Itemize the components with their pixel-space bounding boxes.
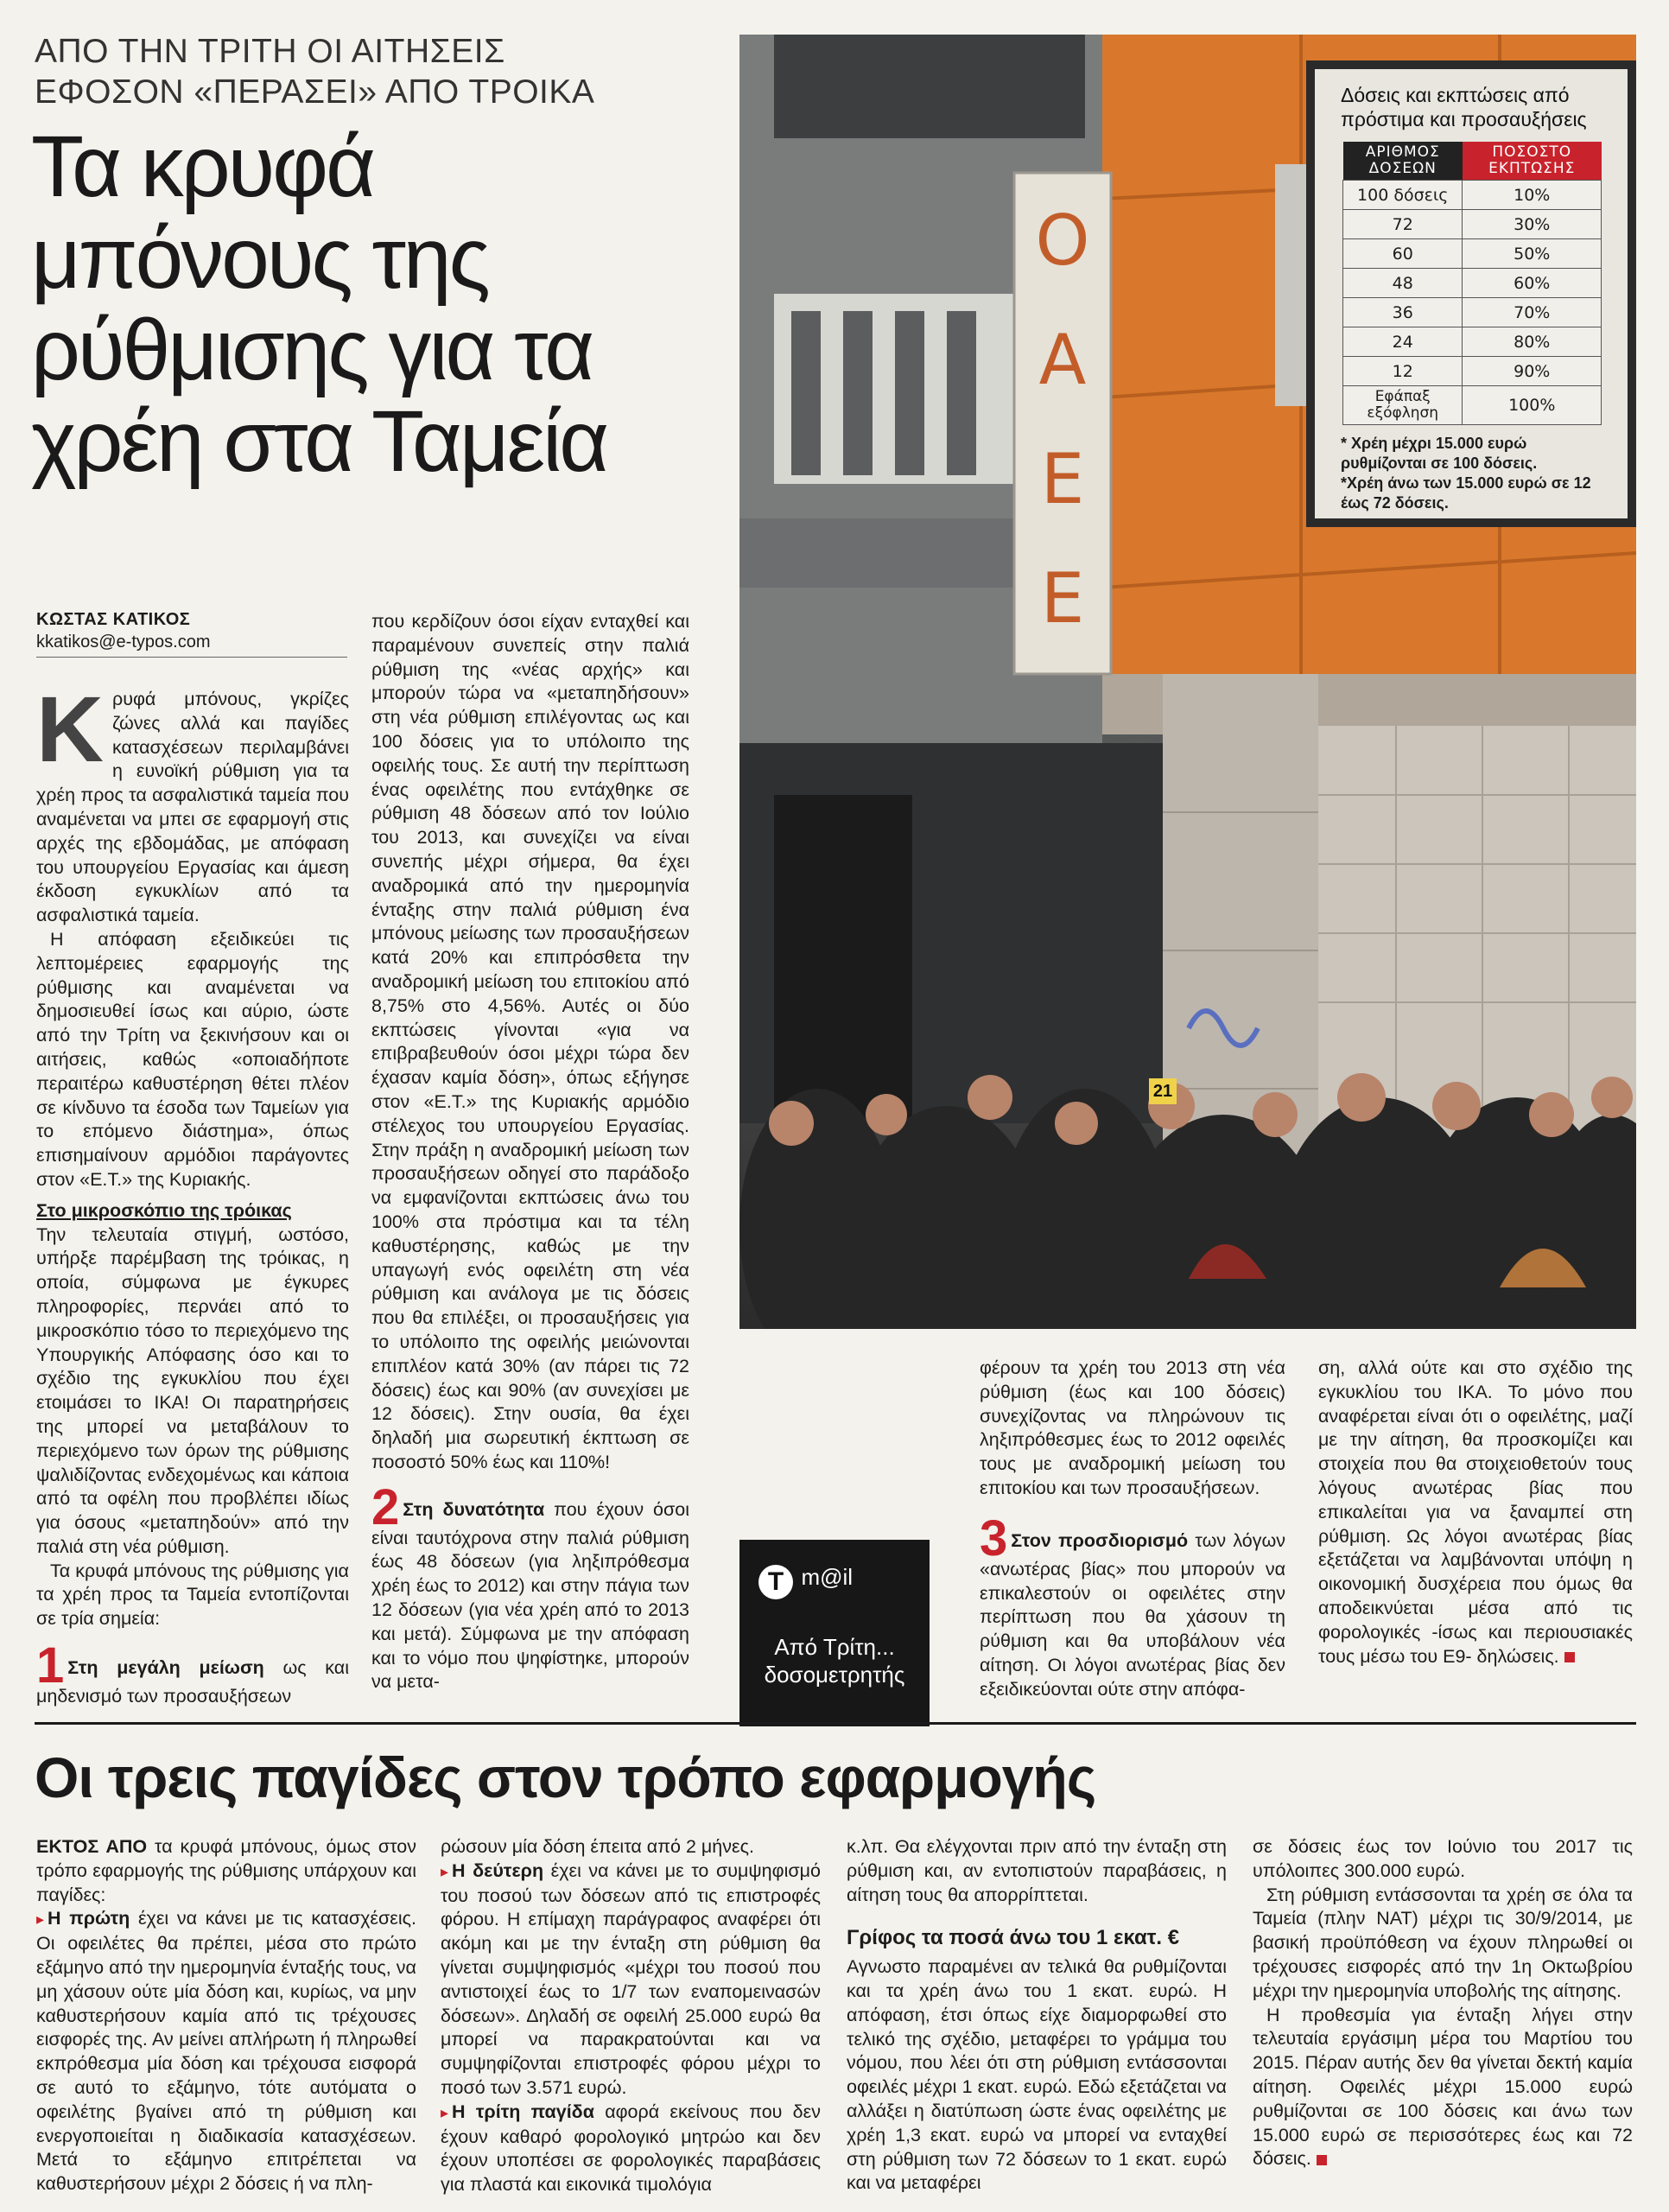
point-3-text: των λόγων «ανωτέρας βίας» που μπορούν να επικαλεστούν οι οφειλέτες στην περίπτωση που θα χάσουν τη ρύθμιση και θα υποβάλουν νέα αίτηση. Οι λόγοι ανωτέρας βίας δεν εξειδικεύονται ούτε στην απόφα- (980, 1529, 1285, 1700)
table-row (1343, 239, 1602, 269)
discount-cell: 60% (1463, 269, 1602, 298)
article-column-2 (371, 610, 689, 1694)
table-row (1343, 357, 1602, 386)
riddle-subhead: Γρίφος τα ποσά άνω του 1 εκατ. € (847, 1926, 1180, 1950)
oaee-sign (1014, 181, 1111, 658)
point-number-2: 2 (371, 1478, 400, 1535)
article-column-4 (1318, 1357, 1633, 1669)
discount-cell: 100% (1463, 386, 1602, 425)
installments-cell: 36 (1343, 298, 1463, 327)
t-logo-icon: T (758, 1565, 793, 1599)
section2-column-2 (441, 1835, 821, 2197)
byline-divider (36, 657, 347, 658)
table-row (1343, 181, 1602, 210)
point-number-3: 3 (980, 1510, 1008, 1567)
panel-note-1: * Χρέη μέχρι 15.000 ευρώ ρυθμίζονται σε 100 δόσεις. (1341, 435, 1538, 472)
table-row (1343, 269, 1602, 298)
table-row (1343, 210, 1602, 239)
arrow-icon: ▸ (441, 1862, 449, 1880)
installments-cell: 48 (1343, 269, 1463, 298)
installments-table (1342, 142, 1602, 425)
headline-line-1: Τα κρυφά (31, 118, 373, 215)
point-3 (980, 1510, 1285, 1702)
s2c1-intro (36, 1835, 416, 1907)
sign-letter-3: Ε (1040, 439, 1085, 519)
panel-note-2: *Χρέη άνω των 15.000 ευρώ σε 12 έως 72 δόσεις. (1341, 474, 1591, 512)
s2c3-paragraph-1: κ.λπ. Θα ελέγχονται πριν από την ένταξη στη ρύθμιση και, αν εντοπιστούν παραβάσεις, η αίτηση τους θα απορρίπτεται. (847, 1836, 1227, 1905)
section2-column-1 (36, 1835, 416, 2196)
table-row (1343, 386, 1602, 425)
kicker-line-2: ΕΦΟΣΟΝ «ΠΕΡΑΣΕΙ» ΑΠΟ ΤΡΟΙΚΑ (35, 73, 595, 111)
point-3-lead: Στον προσδιορισμό (1011, 1529, 1189, 1551)
panel-notes (1315, 425, 1628, 513)
author-email[interactable]: kkatikos@e-typos.com (36, 632, 211, 652)
installments-cell: 72 (1343, 210, 1463, 239)
discount-cell: 30% (1463, 210, 1602, 239)
table-row (1343, 327, 1602, 357)
mail-promo-box[interactable] (739, 1540, 930, 1726)
s2c4-paragraph-1: σε δόσεις έως τον Ιούνιο του 2017 τις υπόλοιπες 300.000 ευρώ. (1253, 1836, 1633, 1881)
section-divider (35, 1722, 1636, 1725)
s2c4-paragraph-3-wrap (1253, 2004, 1633, 2172)
point-1 (36, 1637, 349, 1709)
arrow-icon: ▸ (441, 2103, 449, 2121)
installments-cell: 24 (1343, 327, 1463, 357)
panel-title: Δόσεις και εκπτώσεις από πρόστιμα και προσαυξήσεις (1341, 84, 1587, 130)
discount-cell: 90% (1463, 357, 1602, 386)
section2-headline: Οι τρεις παγίδες στον τρόπο εφαρμογής (35, 1745, 1096, 1809)
s2c3-paragraph-2: Αγνωστο παραμένει αν τελικά θα ρυθμίζονται και τα χρέη άνω του 1 εκατ. ευρώ. Η απόφαση, έτσι όπως είχε διαμορφωθεί στο τελικό της σχέδιο, μεταφέρει το γράμμα του νόμου, που λέει ότι στη ρύθμιση εντάσσονται οφειλές μέχρι 1 εκατ. ευρώ. Εδώ εξετάζεται να αλλάξει η διατύπωση ώστε ένας οφειλέτης με χρέη 1,3 εκατ. ευρώ να μπορεί να ενταχθεί στη ρύθμιση των 72 δόσεων το 1 εκατ. ευρώ και να μεταφέρει (847, 1956, 1227, 2194)
installments-cell: 60 (1343, 239, 1463, 269)
trap-1-text: έχει να κάνει με τις κατασχέσεις. Οι οφειλέτες θα πρέπει, μέσα στο πρώτο εξάμηνο από την ημερομηνία ένταξής τους, να μη χάσουν ούτε μία δόση και, κυρίως, να μην καθυστερήσουν καμία από τις τρέχουσες εισφορές της. Αν μείνει απλήρωτη ή πληρωθεί εκπρόθεσμα μία δόση και τρέχουσα εισφορά σε αυτό το εξάμηνο, τότε αυτόματα ο οφειλέτης βγαίνει από τη ρύθμιση και ενεργοποιείται η διαδικασία κατασχέσεων. Μετά το εξάμηνο επιτρέπεται να καθυστερήσουν μέχρι 2 δόσεις ή να πλη- (36, 1908, 416, 2195)
table-row (1343, 298, 1602, 327)
kicker (35, 31, 691, 112)
installments-cell: 100 δόσεις (1343, 181, 1463, 210)
point-2 (371, 1478, 689, 1695)
mail-logo (758, 1564, 853, 1599)
section2-column-3 (847, 1835, 1227, 2196)
article-column-1 (36, 677, 349, 1709)
article-column-3 (980, 1357, 1285, 1702)
s2c4-paragraph-3: Η προθεσμία για ένταξη λήγει στην τελευταία εργάσιμη μέρα του Μαρτίου του 2015. Πέραν αυτής δεν θα γίνεται δεκτή καμία αίτηση. Οφειλές μέχρι 15.000 ευρώ ρυθμίζονται σε 100 δόσεις και άνω των 15.000 ευρώ σε περισσότερες έως και 72 δόσεις. (1253, 2004, 1633, 2170)
installments-cell: 12 (1343, 357, 1463, 386)
section2-column-4 (1253, 1835, 1633, 2171)
col1-paragraph-4: Τα κρυφά μπόνους της ρύθμισης για τα χρέη προς τα Ταμεία εντοπίζονται σε τρία σημεία: (36, 1560, 349, 1630)
point-number-1: 1 (36, 1637, 65, 1694)
kicker-line-1: ΑΠΟ ΤΗΝ ΤΡΙΤΗ ΟΙ ΑΙΤΗΣΕΙΣ (35, 33, 505, 70)
discount-cell: 50% (1463, 239, 1602, 269)
point-1-text: ως και μηδενισμό των προσαυξήσεων (36, 1657, 349, 1707)
discount-cell: 70% (1463, 298, 1602, 327)
s2c1-paragraph-1: τα κρυφά μπόνους, όμως στον τρόπο εφαρμογής της ρύθμισης υπάρχουν και παγίδες: (36, 1836, 416, 1905)
headline-line-2: μπόνους της (31, 210, 488, 307)
arrow-icon: ▸ (36, 1910, 45, 1929)
header-installments: ΑΡΙΘΜΟΣ ΔΟΣΕΩΝ (1343, 142, 1463, 181)
discount-cell: 10% (1463, 181, 1602, 210)
headline (31, 118, 696, 490)
col4-paragraph (1318, 1357, 1633, 1669)
s2c4-paragraph-2: Στη ρύθμιση εντάσσονται τα χρέη σε όλα τα Ταμεία (πλην ΝΑΤ) μέχρι τις 30/9/2014, με βασική προϋπόθεση να έχουν πληρωθεί οι τρέχουσες εισφορές από την 1η Οκτωβρίου μέχρι την ημερομηνία υποβολής της αίτησης. (1253, 1884, 1633, 2001)
installments-panel (1306, 60, 1636, 527)
point-1-lead: Στη μεγάλη μείωση (67, 1657, 264, 1679)
trap-3-lead: Η τρίτη παγίδα (452, 2101, 594, 2122)
col1-paragraph-2: Η απόφαση εξειδικεύει τις λεπτομέρειες εφαρμογής της ρύθμισης και αναμένεται να δημοσιευθεί ίσως και αύριο, ώστε από την Τρίτη να ξεκινήσουν και οι αιτήσεις, καθώς «οποιαδήποτε περαιτέρω καθυστέρηση θέτει πλέον σε κίνδυνο τα έσοδα των Ταμείων για το επόμενο διάστημα», όπως επισημαίνουν αρμόδιοι παράγοντες στον «Ε.Τ.» της Κυριακής. (36, 928, 349, 1190)
trap-2-text: έχει να κάνει με το συμψηφισμό του ποσού των δόσεων από τις επιστροφές φόρου. Η επίμαχη παράγραφος αναφέρει ότι ακόμη και με την ένταξη στη ρύθμιση θα γίνεται συμψηφισμός «μέχρι του ποσού που αντιστοιχεί έως το 1/7 των εναπομεινασών δόσεων». Δηλαδή σε οφειλή 25.000 ευρώ θα μπορεί να παρακρατούνται και να συμψηφίζονται επιστροφές φόρου μέχρι το ποσό των 3.571 ευρώ. (441, 1859, 821, 2098)
subhead-troika: Στο μικροσκόπιο της τρόικας (36, 1199, 292, 1221)
headline-line-4: χρέη στα Ταμεία (31, 393, 607, 490)
table-header-row (1343, 142, 1602, 181)
drop-cap: Κ (36, 677, 104, 781)
author-name: ΚΩΣΤΑΣ ΚΑΤΙΚΟΣ (36, 610, 191, 629)
headline-line-3: ρύθμισης για τα (31, 302, 593, 398)
s2c1-lead: ΕΚΤΟΣ ΑΠΟ (36, 1836, 148, 1857)
trap-2-lead: Η δεύτερη (452, 1859, 544, 1881)
sign-letter-1: Ο (1035, 200, 1090, 281)
trap-3-text: αφορά εκείνους που δεν έχουν καθαρό φορολογικό μητρώο και δεν έχουν υποπέσει σε φορολογικές παραβάσεις για πλαστά και εικονικά τιμολόγια (441, 2101, 821, 2196)
s2c2-paragraph-1: ρώσουν μία δόση έπειτα από 2 μήνες. (441, 1836, 754, 1857)
installments-cell: Εφάπαξ εξόφληση (1343, 386, 1463, 425)
s2c2-trap-2 (441, 1859, 821, 2101)
end-mark-icon (1317, 2155, 1327, 2165)
s2c2-trap-3 (441, 2101, 821, 2197)
sign-letter-2: Α (1038, 320, 1087, 400)
header-discount: ΠΟΣΟΣΤΟ ΕΚΠΤΩΣΗΣ (1463, 142, 1602, 181)
point-2-lead: Στη δυνατότητα (403, 1498, 545, 1520)
discount-cell: 80% (1463, 327, 1602, 357)
mail-box-text: Από Τρίτη... δοσομετρητής (764, 1634, 905, 1688)
col3-paragraph-1: φέρουν τα χρέη του 2013 στη νέα ρύθμιση (έως και 100 δόσεις) συνεχίζοντας να πληρώνουν τις ληξιπρόθεσμες έως το 2012 οφειλές τους με αναδρομική μείωση του επιτοκίου και των προσαυξήσεων. (980, 1357, 1285, 1498)
door-number-plate: 21 (1149, 1078, 1177, 1104)
sign-letter-4: Ε (1040, 558, 1085, 639)
trap-1-lead: Η πρώτη (48, 1908, 130, 1929)
end-mark-icon (1564, 1652, 1575, 1662)
mail-logo-text: m@il (801, 1564, 854, 1590)
col1-paragraph-1: ρυφά μπόνους, γκρίζες ζώνες αλλά και παγίδες κατασχέσεων περιλαμβάνει η ευνοϊκή ρύθμιση για τα χρέη προς τα ασφαλιστικά ταμεία που αναμένεται να μπει σε εφαρμογή στις αρχές της εβδομάδας, με απόφαση του υπουργείου Εργασίας και άμεση έκδοση εγκυκλίων από τα ασφαλιστικά ταμεία. (36, 689, 349, 926)
col4-paragraph-1: ση, αλλά ούτε και στο σχέδιο της εγκυκλίου του ΙΚΑ. Το μόνο που αναφέρεται είναι ότι ο οφειλέτης, μαζί με την αίτηση, θα προσκομίζει και στοιχεία που θα στοιχειοθετούν τους λόγους ανωτέρας βίας που επικαλείται για να ξαναμπεί στη ρύθμιση. Ως λόγοι ανωτέρας βίας εξετάζεται να λαμβάνονται υπόψη η οικονομική δυσχέρεια που όμως θα αποδεικνύεται μέσα από τις φορολογικές -ίσως και περιουσιακές τους μέσω του Ε9- δηλώσεις. (1318, 1357, 1633, 1667)
point-2-text: που έχουν όσοι είναι ταυτόχρονα στην παλιά ρύθμιση έως 48 δόσεων (για ληξιπρόθεσμα χρέη έως το 2012) και στην πάγια των 12 δόσεων (για νέα χρέη από το 2013 και μετά). Σύμφωνα με την απόφαση και το νόμο που ψηφίστηκε, μπορούν να μετα- (371, 1498, 689, 1693)
col2-paragraph-1: που κερδίζουν όσοι είχαν ενταχθεί και παραμένουν συνεπείς στην παλιά ρύθμιση της «νέας αρχής» και μπορούν τώρα να «μεταπηδήσουν» στη νέα ρύθμιση επιλέγοντας ως και 100 δόσεις για το υπόλοιπο της οφειλής τους. Σε αυτή την περίπτωση ένας οφειλέτης που εντάχθηκε σε ρύθμιση 48 δόσεων από τον Ιούλιο του 2013, και συνεχίζει να είναι συνεπής μέχρι σήμερα, θα έχει αναδρομικά από την ημερομηνία ένταξης στην παλιά ρύθμιση ένα μπόνους μείωσης των προσαυξήσεων κατά 20% και επιπρόσθετα την αναδρομική μείωση του επιτοκίου από 8,75% στο 4,56%. Αυτές οι δύο εκπτώσεις γίνονται «για να επιβραβευθούν όσοι μέχρι τώρα δεν έχασαν καμία δόση», όπως εξήγησε στον «Ε.Τ.» της Κυριακής αρμόδιο στέλεχος του υπουργείου Εργασίας. Στην πράξη η αναδρομική μείωση των προσαυξήσεων οδηγεί στο παράδοξο να εμφανίζονται εκπτώσεις άνω του 100% στα πρόστιμα και τα τέλη καθυστέρησης, καθώς με την υπαγωγή ενός οφειλέτη στη νέα ρύθμιση και ανάλογα με τις δόσεις που θα επιλέξει, οι προσαυξήσεις για το υπόλοιπο της οφειλής μειώνονται επιπλέον κατά 30% (αν πάρει τις 72 δόσεις) έως και 90% (αν συνεχίσει με 12 δόσεις). Στην ουσία, θα έχει δηλαδή μια σωρευτική έκπτωση σε ποσοστό 50% έως και 110%! (371, 611, 689, 1472)
s2c1-trap-1 (36, 1907, 416, 2196)
col1-paragraph-3: Την τελευταία στιγμή, ωστόσο, υπήρξε παρέμβαση της τρόικας, η οποία, σύμφωνα με έγκυρες πληροφορίες, περνάει από το μικροσκόπιο τόσο το περιεχόμενο της Υπουργικής Απόφασης όσο και το σχέδιο της εγκυκλίου που έχει ετοιμάσει το ΙΚΑ! Οι παρατηρήσεις της μπορεί να μεταβάλουν το περιεχόμενο των όρων της ρύθμισης ψαλιδίζοντας ενδεχομένως και κάποια από τα οφέλη που προβλέπει ιδίως για όσους «μεταπηδούν» από την παλιά στη νέα ρύθμιση. (36, 1224, 349, 1557)
